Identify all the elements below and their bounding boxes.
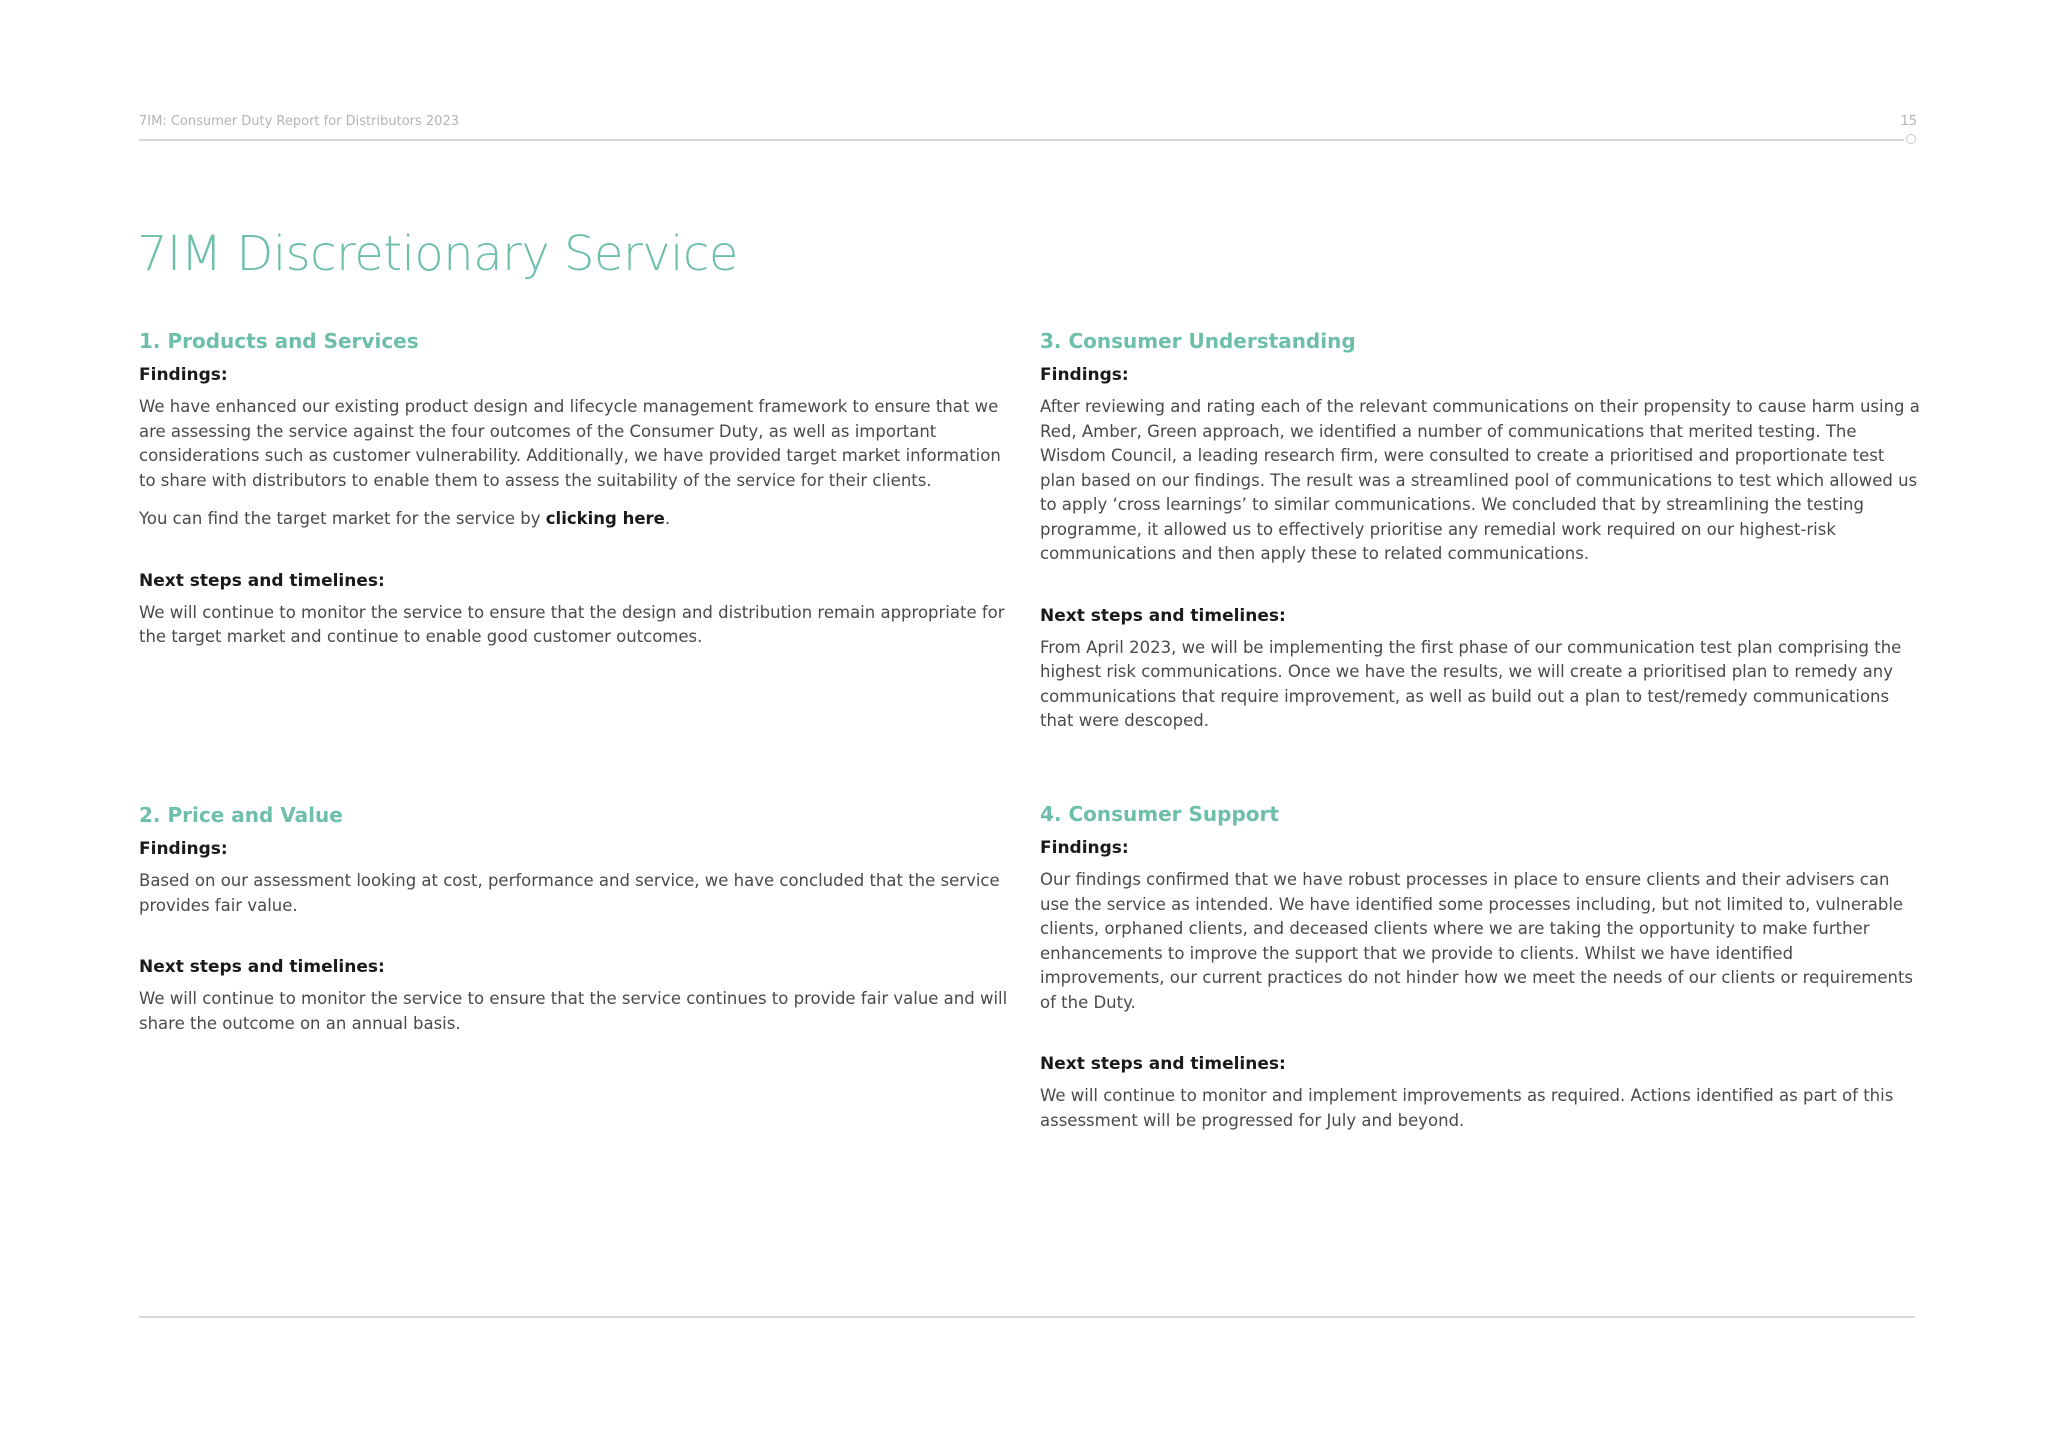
target-market-text [139,507,1009,532]
section-consumer-support [1040,802,1920,1133]
header-circle-icon [1906,134,1916,144]
section-heading: 3. Consumer Understanding [1040,329,1356,353]
section-price-and-value [139,803,1009,1036]
section-heading: 1. Products and Services [139,329,419,353]
footer-divider [139,1316,1915,1318]
findings-label: Findings: [139,365,228,385]
findings-label: Findings: [1040,838,1129,858]
next-steps-label: Next steps and timelines: [1040,605,1286,626]
page-title: 7IM Discretionary Service [137,226,738,282]
target-market-prefix: You can find the target market for the service by [139,509,546,528]
findings-text: Our findings confirmed that we have robust processes in place to ensure clients and their advisers can use the service as intended. We have identified some processes including, but not limited to, vulnerable clients, orphaned clients, and deceased clients where we are taking the opportunity to make further enhancements to improve the support that we provide to clients. Whilst we have identified improvements, our current practices do not hinder how we meet the needs of our clients or requirements of the Duty. [1040,870,1914,1012]
findings-label: Findings: [139,839,228,859]
findings-text: After reviewing and rating each of the relevant communications on their propensity to cause harm using a Red, Amber, Green approach, we identified a number of communications that merited testing. The Wisdom Council, a leading research firm, were consulted to create a prioritised and proportionate test plan based on our findings. The result was a streamlined pool of communications to test which allowed us to apply ‘cross learnings’ to similar communications. We concluded that by streamlining the testing programme, it allowed us to effectively prioritise any remedial work required on our highest-risk communications and then apply these to related communications. [1040,397,1920,563]
findings-label: Findings: [1040,365,1129,385]
next-steps-label: Next steps and timelines: [1040,1054,1286,1074]
findings-text: Based on our assessment looking at cost, performance and service, we have concluded that the service provides fair value. [139,871,1000,915]
next-steps-text: We will continue to monitor the service to ensure that the design and distribution remain appropriate for the target market and continue to enable good customer outcomes. [139,602,1005,646]
next-steps-label: Next steps and timelines: [139,570,385,591]
target-market-suffix: . [664,509,671,528]
section-heading: 4. Consumer Support [1040,802,1279,826]
next-steps-label: Next steps and timelines: [139,957,385,977]
page-number: 15 [1900,114,1917,129]
next-steps-text: We will continue to monitor and implement improvements as required. Actions identified as part of this assessment will be progressed for July and beyond. [1040,1086,1894,1130]
document-title: 7IM: Consumer Duty Report for Distributors 2023 [139,114,459,129]
header-divider [139,139,1904,141]
findings-text: We have enhanced our existing product design and lifecycle management framework to ensure that we are assessing the service against the four outcomes of the Consumer Duty, as well as important considerations such as customer vulnerability. Additionally, we have provided target market information to share with distributors to enable them to assess the suitability of the service for their clients. [139,397,1001,490]
section-heading: 2. Price and Value [139,803,343,827]
section-consumer-understanding [1040,329,1920,734]
next-steps-text: We will continue to monitor the service to ensure that the service continues to provide fair value and will share the outcome on an annual basis. [139,989,1008,1033]
clicking-here-link[interactable]: clicking here [545,509,665,528]
section-products-and-services [139,329,1009,650]
next-steps-text: From April 2023, we will be implementing the first phase of our communication test plan comprising the highest risk communications. Once we have the results, we will create a prioritised plan to remedy any communications that require improvement, as well as build out a plan to test/remedy communications that were descoped. [1040,637,1902,730]
